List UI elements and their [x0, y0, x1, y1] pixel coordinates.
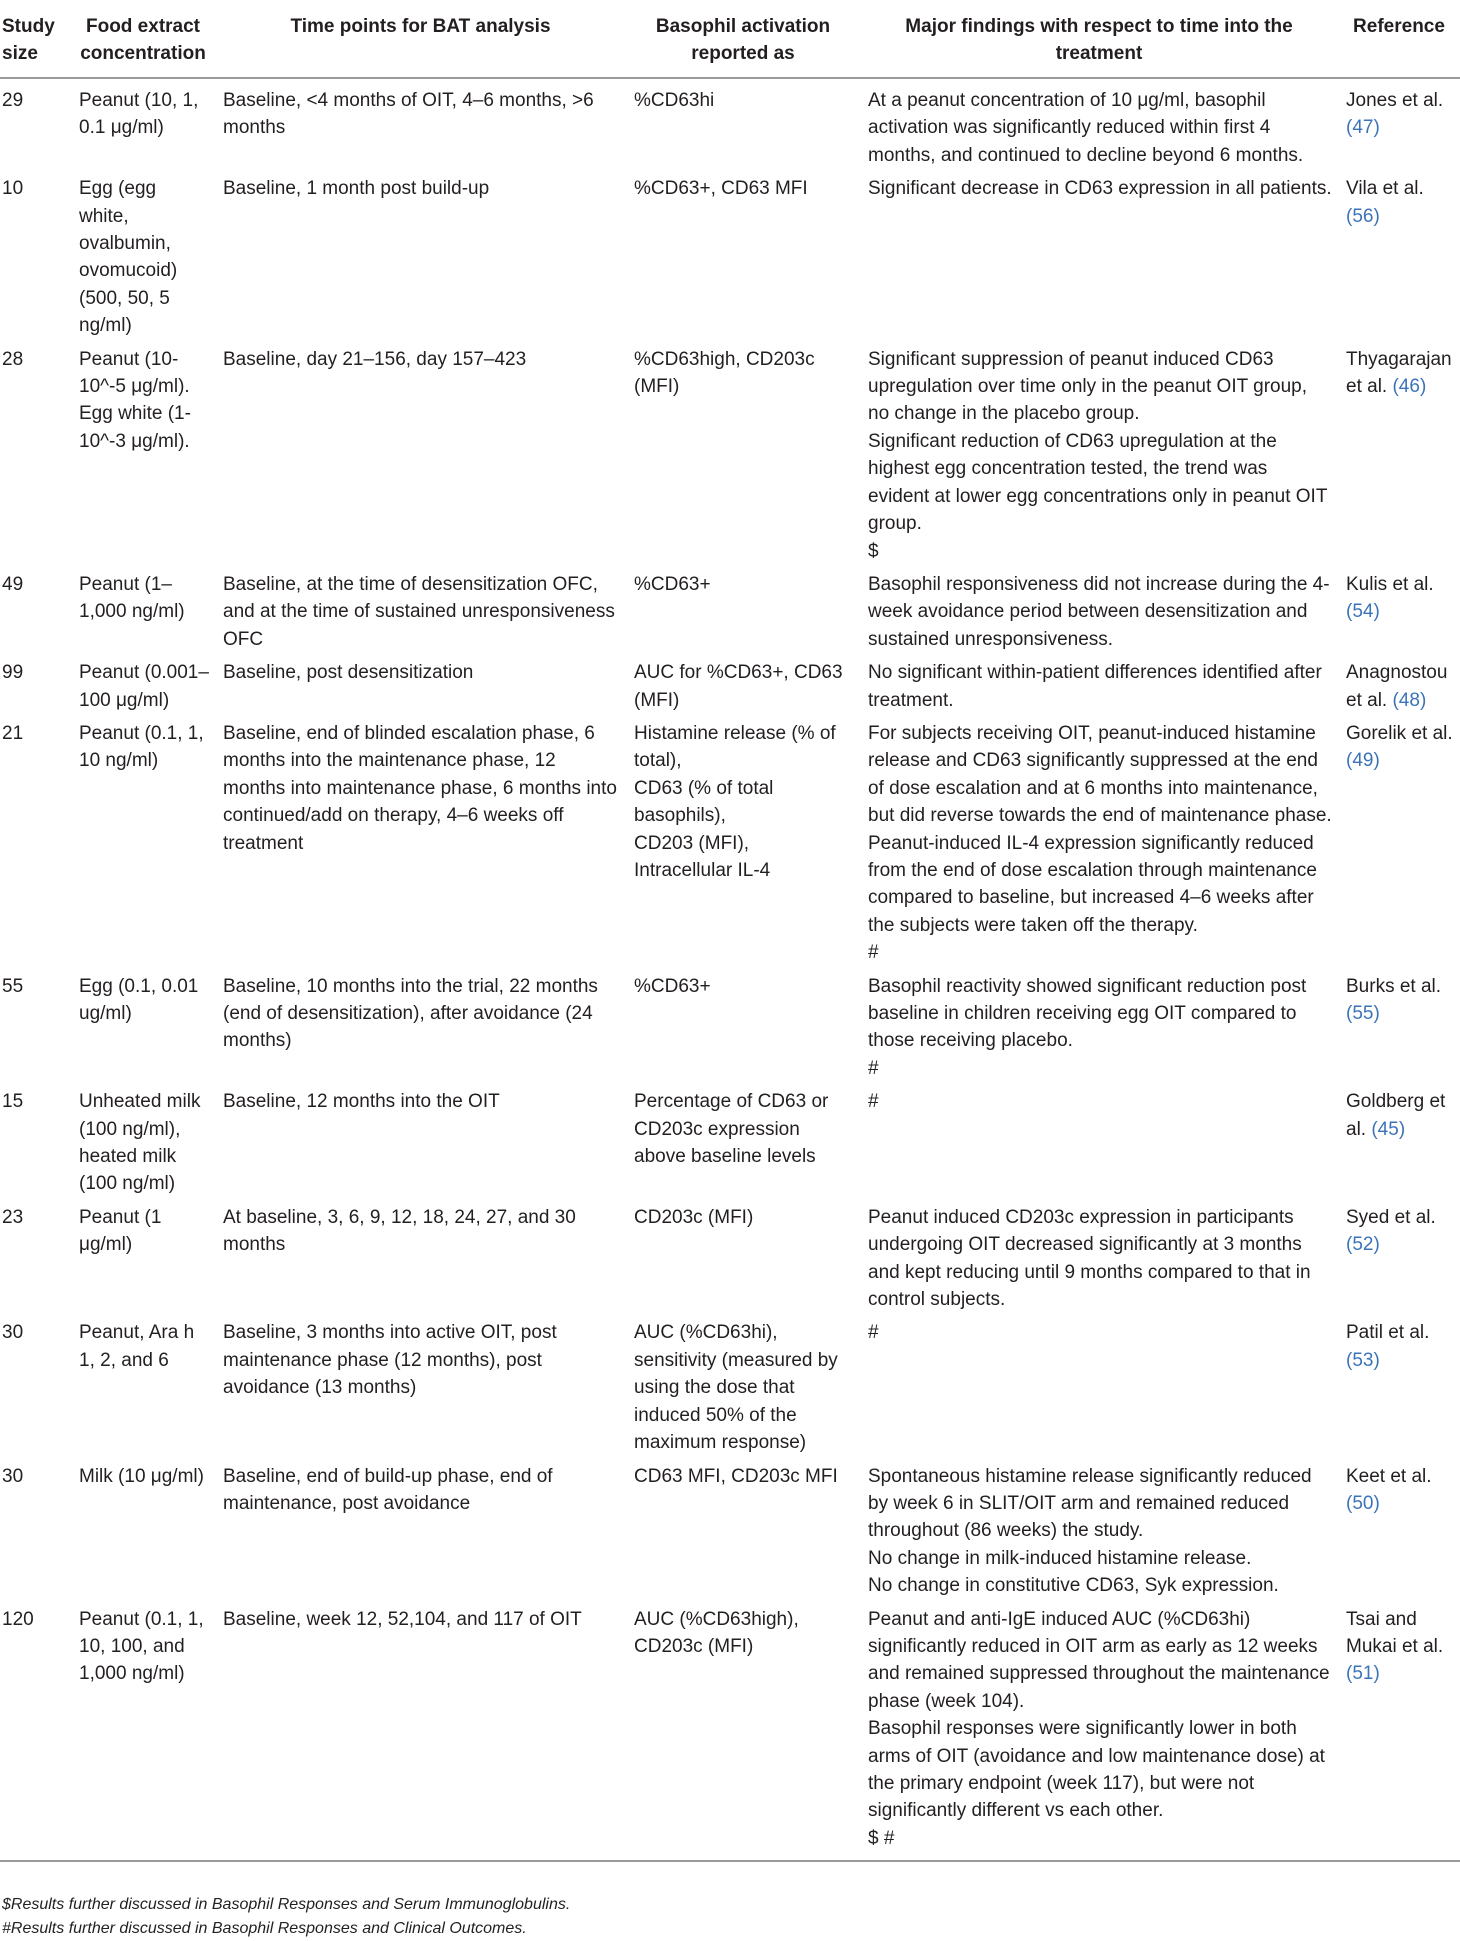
- time-points-cell: Baseline, end of build-up phase, end of maintenance, post avoidance: [223, 1465, 553, 1514]
- reference-cell: [1338, 1313, 1460, 1456]
- findings-cell: [860, 78, 1338, 169]
- activation-line: CD203 (MFI),: [634, 832, 750, 854]
- time-points-cell: Baseline, 1 month post build-up: [223, 178, 490, 200]
- reference-author: Goldberg et al.: [1346, 1091, 1446, 1140]
- study-size-cell: 30: [2, 1322, 24, 1344]
- findings-cell: [860, 653, 1338, 714]
- reference-cell: [1338, 169, 1460, 339]
- time-points-cell: Baseline, end of blinded escalation phase, 6 months into the maintenance phase, 12 months into maintenance phase, 6 months into continued/add on therapy, 4–6 weeks off treatment: [223, 722, 617, 854]
- food-extract-cell: Milk (10 μg/ml): [79, 1465, 204, 1487]
- table-row: [0, 714, 1460, 967]
- study-size-cell: 23: [2, 1206, 24, 1228]
- table-row: [0, 1082, 1460, 1198]
- reference-cell: [1338, 714, 1460, 967]
- reference-author: Tsai and Mukai et al.: [1346, 1608, 1444, 1657]
- finding-paragraph: Peanut induced CD203c expression in participants undergoing OIT decreased significantly at 3 months and kept reducing until 9 months compared to that in control subjects.: [868, 1206, 1311, 1311]
- findings-cell: [860, 169, 1338, 339]
- findings-cell: [860, 967, 1338, 1083]
- reference-cell: [1338, 1457, 1460, 1600]
- header-study-size: Study size: [0, 0, 71, 78]
- activation-line: Histamine release (% of total),: [634, 722, 836, 772]
- activation-cell: [626, 1082, 860, 1198]
- finding-paragraph: Spontaneous histamine release significantly reduced by week 6 in SLIT/OIT arm and remained reduced throughout (86 weeks) the study.: [868, 1465, 1312, 1542]
- food-extract-cell: Egg (0.1, 0.01 ug/ml): [79, 975, 199, 1024]
- activation-cell: [626, 78, 860, 169]
- reference-link[interactable]: (48): [1392, 689, 1427, 711]
- time-points-cell: Baseline, 12 months into the OIT: [223, 1091, 500, 1113]
- reference-cell: [1338, 1082, 1460, 1198]
- study-size-cell: 15: [2, 1091, 24, 1113]
- reference-cell: [1338, 967, 1460, 1083]
- reference-link[interactable]: (51): [1346, 1663, 1380, 1685]
- reference-link[interactable]: (47): [1346, 117, 1380, 139]
- reference-author: Patil et al.: [1346, 1322, 1430, 1344]
- study-size-cell: 29: [2, 90, 24, 111]
- table-row: [0, 1198, 1460, 1314]
- reference-author: Thyagarajan et al.: [1346, 348, 1452, 398]
- finding-paragraph: $ #: [868, 1827, 895, 1849]
- activation-line: AUC (%CD63high), CD203c (MFI): [634, 1608, 799, 1657]
- footnote-dollar: $Results further discussed in Basophil Responses and Serum Immunoglobulins.: [2, 1896, 571, 1913]
- finding-paragraph: No significant within-patient differences identified after treatment.: [868, 662, 1322, 711]
- header-food-extract: Food extract concentration: [71, 0, 215, 78]
- study-size-cell: 49: [2, 573, 24, 595]
- finding-paragraph: At a peanut concentration of 10 μg/ml, basophil activation was significantly reduced within first 4 months, and continued to decline beyond 6 months.: [868, 90, 1304, 166]
- reference-cell: [1338, 653, 1460, 714]
- reference-link[interactable]: (46): [1392, 376, 1427, 398]
- time-points-cell: Baseline, <4 months of OIT, 4–6 months, >6 months: [223, 90, 594, 139]
- reference-author: Jones et al.: [1346, 90, 1444, 111]
- finding-paragraph: #: [868, 1091, 879, 1113]
- finding-paragraph: Basophil reactivity showed significant reduction post baseline in children receiving egg OIT compared to those receiving placebo.: [868, 975, 1307, 1052]
- reference-cell: [1338, 1600, 1460, 1862]
- table-row: [0, 169, 1460, 339]
- findings-cell: [860, 340, 1338, 565]
- activation-cell: [626, 1198, 860, 1314]
- reference-author: Syed et al.: [1346, 1206, 1436, 1228]
- reference-author: Burks et al.: [1346, 975, 1442, 997]
- header-reference: Reference: [1338, 0, 1460, 78]
- footnote-hash: #Results further discussed in Basophil Responses and Clinical Outcomes.: [2, 1920, 527, 1937]
- finding-paragraph: No change in constitutive CD63, Syk expression.: [868, 1575, 1279, 1597]
- activation-cell: [626, 653, 860, 714]
- food-extract-cell: Unheated milk (100 ng/ml), heated milk (100 ng/ml): [79, 1091, 201, 1195]
- activation-line: Percentage of CD63 or CD203c expression above baseline levels: [634, 1091, 829, 1168]
- findings-cell: [860, 565, 1338, 653]
- findings-cell: [860, 1198, 1338, 1314]
- study-size-cell: 21: [2, 722, 24, 744]
- time-points-cell: Baseline, 3 months into active OIT, post maintenance phase (12 months), post avoidance (13 months): [223, 1322, 557, 1399]
- study-size-cell: 99: [2, 662, 24, 684]
- activation-line: CD63 MFI, CD203c MFI: [634, 1465, 838, 1487]
- reference-link[interactable]: (56): [1346, 205, 1380, 227]
- activation-line: CD203c (MFI): [634, 1206, 754, 1228]
- findings-cell: [860, 1313, 1338, 1456]
- finding-paragraph: Peanut-induced IL-4 expression significantly reduced from the end of dose escalation through maintenance compared to baseline, but increased 4–6 weeks after the subjects were taken off the therapy.: [868, 832, 1317, 936]
- reference-author: Keet et al.: [1346, 1465, 1432, 1487]
- food-extract-cell: Peanut (10, 1, 0.1 μg/ml): [79, 90, 199, 139]
- finding-paragraph: #: [868, 1322, 879, 1344]
- study-size-cell: 30: [2, 1465, 24, 1487]
- header-time-points: Time points for BAT analysis: [215, 0, 626, 78]
- time-points-cell: Baseline, 10 months into the trial, 22 months (end of desensitization), after avoidance (24 months): [223, 975, 598, 1052]
- study-size-cell: 120: [0, 1600, 71, 1862]
- footnotes: [2, 1893, 570, 1941]
- table-row: [0, 340, 1460, 565]
- study-size-cell: 28: [2, 348, 24, 370]
- reference-author: Vila et al.: [1346, 178, 1424, 200]
- table-row: [0, 1457, 1460, 1600]
- reference-author: Anagnostou et al.: [1346, 662, 1448, 711]
- header-row: [0, 0, 1460, 78]
- activation-cell: [626, 1313, 860, 1456]
- activation-line: %CD63hi: [634, 90, 715, 111]
- reference-link[interactable]: (50): [1346, 1492, 1380, 1514]
- table-row: [0, 1600, 1460, 1862]
- time-points-cell: Baseline, at the time of desensitization OFC, and at the time of sustained unresponsiveness OFC: [223, 573, 615, 650]
- findings-cell: [860, 1457, 1338, 1600]
- reference-cell: [1338, 565, 1460, 653]
- food-extract-cell: Peanut (0.1, 1, 10, 100, and 1,000 ng/ml): [71, 1600, 215, 1862]
- activation-cell: [626, 340, 860, 565]
- reference-link[interactable]: (53): [1346, 1349, 1380, 1371]
- activation-line: Intracellular IL-4: [634, 859, 771, 881]
- time-points-cell: At baseline, 3, 6, 9, 12, 18, 24, 27, and 30 months: [223, 1206, 576, 1256]
- finding-paragraph: Significant suppression of peanut induced CD63 upregulation over time only in the peanut OIT group, no change in the placebo group.: [868, 348, 1308, 425]
- findings-cell: [860, 714, 1338, 967]
- table-row: [0, 1313, 1460, 1456]
- reference-cell: [1338, 1198, 1460, 1314]
- table-row: [0, 653, 1460, 714]
- activation-line: %CD63+: [634, 573, 711, 595]
- reference-link[interactable]: (52): [1346, 1234, 1380, 1256]
- activation-line: CD63 (% of total basophils),: [634, 777, 774, 827]
- activation-cell: [626, 967, 860, 1083]
- finding-paragraph: $: [868, 540, 879, 562]
- activation-line: %CD63+: [634, 975, 711, 997]
- finding-paragraph: Basophil responses were significantly lower in both arms of OIT (avoidance and low maintenance dose) at the primary endpoint (week 117), but were not significantly different vs each other.: [868, 1718, 1325, 1822]
- table-row: [0, 565, 1460, 653]
- finding-paragraph: No change in milk-induced histamine release.: [868, 1547, 1252, 1569]
- table-row: [0, 967, 1460, 1083]
- reference-cell: [1338, 78, 1460, 169]
- activation-line: %CD63high, CD203c (MFI): [634, 348, 815, 398]
- activation-line: AUC for %CD63+, CD63 (MFI): [634, 662, 843, 711]
- food-extract-cell: Peanut (1 μg/ml): [79, 1206, 162, 1256]
- reference-author: Kulis et al.: [1346, 573, 1434, 595]
- table-row: [0, 78, 1460, 169]
- food-extract-cell: Peanut (1–1,000 ng/ml): [79, 573, 185, 623]
- findings-cell: [860, 1600, 1338, 1862]
- reference-cell: [1338, 340, 1460, 565]
- activation-line: %CD63+, CD63 MFI: [634, 178, 808, 200]
- food-extract-cell: Peanut (10-10^-5 μg/ml). Egg white (1-10^-3 μg/ml).: [79, 348, 191, 452]
- activation-cell: [626, 169, 860, 339]
- table-body: [0, 78, 1460, 1861]
- finding-paragraph: Basophil responsiveness did not increase during the 4-week avoidance period between desensitization and sustained unresponsiveness.: [868, 573, 1330, 650]
- food-extract-cell: Peanut, Ara h 1, 2, and 6: [79, 1322, 195, 1371]
- reference-link[interactable]: (54): [1346, 601, 1380, 623]
- header-findings: Major findings with respect to time into the treatment: [860, 0, 1338, 78]
- reference-author: Gorelik et al.: [1346, 722, 1453, 744]
- food-extract-cell: Egg (egg white, ovalbumin, ovomucoid) (500, 50, 5 ng/ml): [79, 178, 178, 337]
- activation-cell: [626, 565, 860, 653]
- finding-paragraph: #: [868, 942, 879, 964]
- reference-link[interactable]: (55): [1346, 1003, 1380, 1024]
- findings-cell: [860, 1082, 1338, 1198]
- food-extract-cell: Peanut (0.001–100 μg/ml): [79, 662, 209, 711]
- finding-paragraph: For subjects receiving OIT, peanut-induced histamine release and CD63 significantly suppressed at the end of dose escalation and at 6 months into maintenance, but did reverse towards the end of maintenance phase.: [868, 722, 1332, 827]
- activation-cell: [626, 1457, 860, 1600]
- finding-paragraph: Peanut and anti-IgE induced AUC (%CD63hi) significantly reduced in OIT arm as early as 12 weeks and remained suppressed throughout the maintenance phase (week 104).: [868, 1608, 1330, 1712]
- food-extract-cell: Peanut (0.1, 1, 10 ng/ml): [79, 722, 204, 772]
- study-size-cell: 55: [2, 975, 24, 997]
- time-points-cell: Baseline, week 12, 52,104, and 117 of OIT: [215, 1600, 626, 1862]
- finding-paragraph: #: [868, 1057, 879, 1079]
- reference-link[interactable]: (49): [1346, 750, 1380, 772]
- time-points-cell: Baseline, day 21–156, day 157–423: [223, 348, 527, 370]
- time-points-cell: Baseline, post desensitization: [223, 662, 474, 684]
- activation-line: AUC (%CD63hi), sensitivity (measured by using the dose that induced 50% of the maximum response): [634, 1322, 838, 1454]
- finding-paragraph: Significant decrease in CD63 expression in all patients.: [868, 178, 1332, 200]
- reference-link[interactable]: (45): [1371, 1118, 1406, 1140]
- activation-cell: [626, 1600, 860, 1862]
- finding-paragraph: Significant reduction of CD63 upregulation at the highest egg concentration tested, the trend was evident at lower egg concentrations only in peanut OIT group.: [868, 430, 1328, 535]
- study-size-cell: 10: [2, 178, 24, 200]
- header-activation: Basophil activation reported as: [626, 0, 860, 78]
- activation-cell: [626, 714, 860, 967]
